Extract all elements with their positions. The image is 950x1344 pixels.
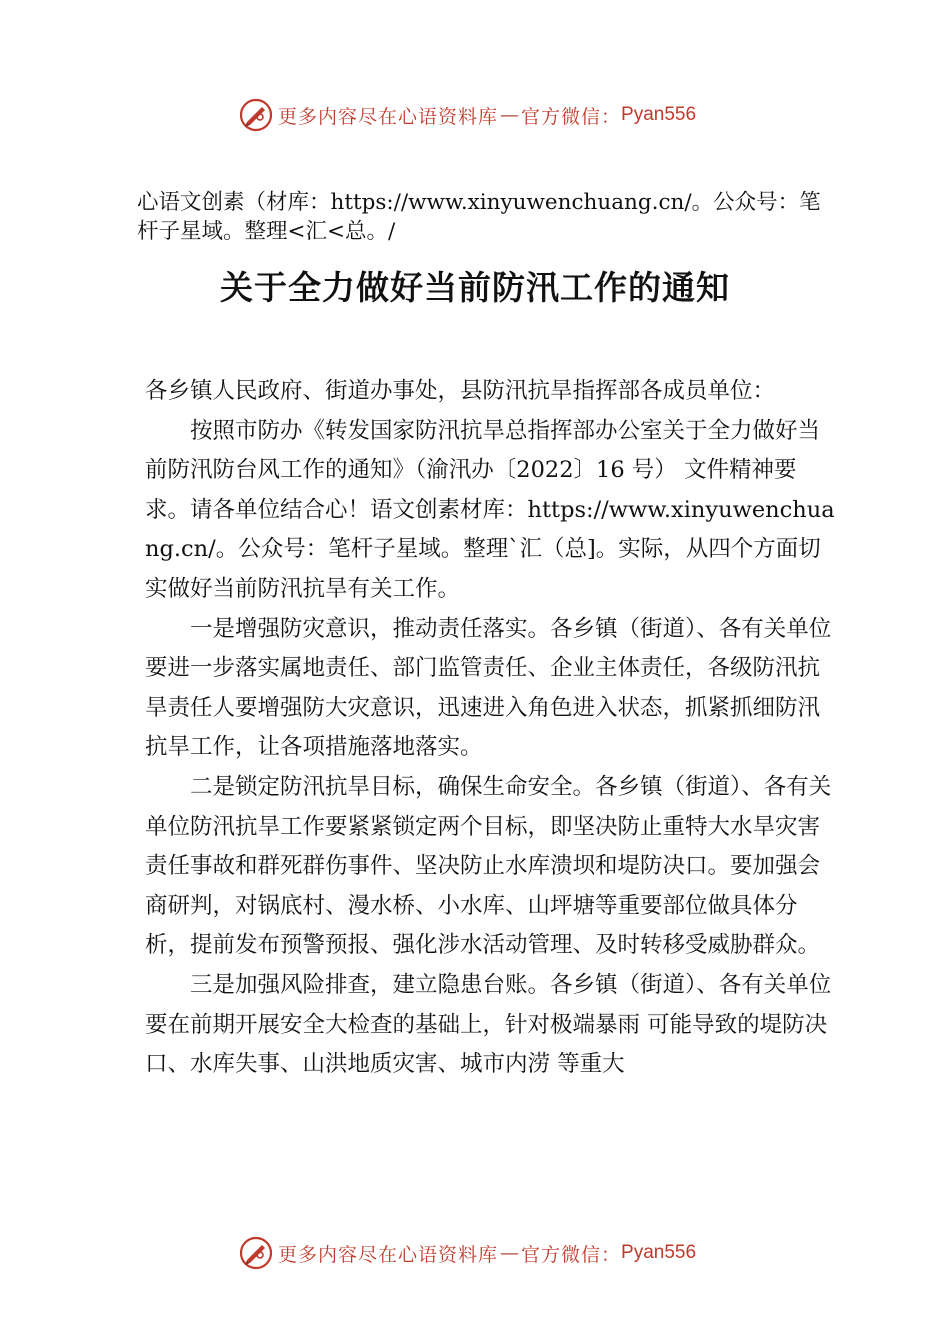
banner-separator: — — [500, 1242, 520, 1264]
document-title: 关于全力做好当前防汛工作的通知 — [220, 268, 730, 307]
banner-text: 更多内容尽在心语资料库 — [278, 105, 499, 128]
document-body — [145, 372, 835, 1085]
paragraph: 一是增强防灾意识，推动责任落实。各乡镇（街道）、各有关单位要进一步落实属地责任、部门监管责任、企业主体责任，各级防汛抗旱责任人要增强防大灾意识，迅速进入角色进入状态，抓紧抓细防汛抗旱工作，让各项措施落地落实。 — [145, 615, 832, 761]
banner-text: 更多内容尽在心语资料库 — [278, 1243, 499, 1266]
paragraph: 按照市防办《转发国家防汛抗旱总指挥部办公室关于全力做好当前防汛防台风工作的通知》（渝汛办〔2022〕16 号） 文件精神要求。请各单位结合心！语文创素材库：https://www.xinyuwenchuang.cn/。公众号：笔杆子星域。整理`汇（总]。实际，从四个方面切实做好当前防汛抗旱有关工作。 — [145, 417, 835, 602]
wechat-label: 官方微信： — [521, 1243, 622, 1266]
pen-logo-icon — [238, 1235, 274, 1271]
pen-logo-icon — [238, 97, 274, 133]
footer-banner — [0, 1233, 950, 1273]
banner-separator: — — [500, 104, 520, 126]
salutation: 各乡镇人民政府、街道办事处，县防汛抗旱指挥部各成员单位： — [145, 378, 776, 404]
header-banner — [0, 95, 950, 135]
wechat-id: Pyan556 — [621, 104, 697, 125]
source-note: 心语文创素（材库：https://www.xinyuwenchuang.cn/。公众号：笔杆子星域。整理<汇<总。/ — [137, 190, 821, 244]
paragraph: 二是锁定防汛抗旱目标，确保生命安全。各乡镇（街道）、各有关单位防汛抗旱工作要紧紧锁定两个目标，即坚决防止重特大水旱灾害责任事故和群死群伤事件、坚决防止水库溃坝和堤防决口。要加强会商研判，对锅底村、漫水桥、小水库、山坪塘等重要部位做具体分析，提前发布预警预报、强化涉水活动管理、及时转移受威胁群众。 — [145, 773, 832, 959]
paragraph: 三是加强风险排查，建立隐患台账。各乡镇（街道）、各有关单位要在前期开展安全大检查的基础上，针对极端暴雨 可能导致的堤防决口、水库失事、山洪地质灾害、城市内涝 等重大 — [145, 971, 832, 1078]
wechat-label: 官方微信： — [521, 105, 622, 128]
wechat-id: Pyan556 — [621, 1242, 697, 1263]
